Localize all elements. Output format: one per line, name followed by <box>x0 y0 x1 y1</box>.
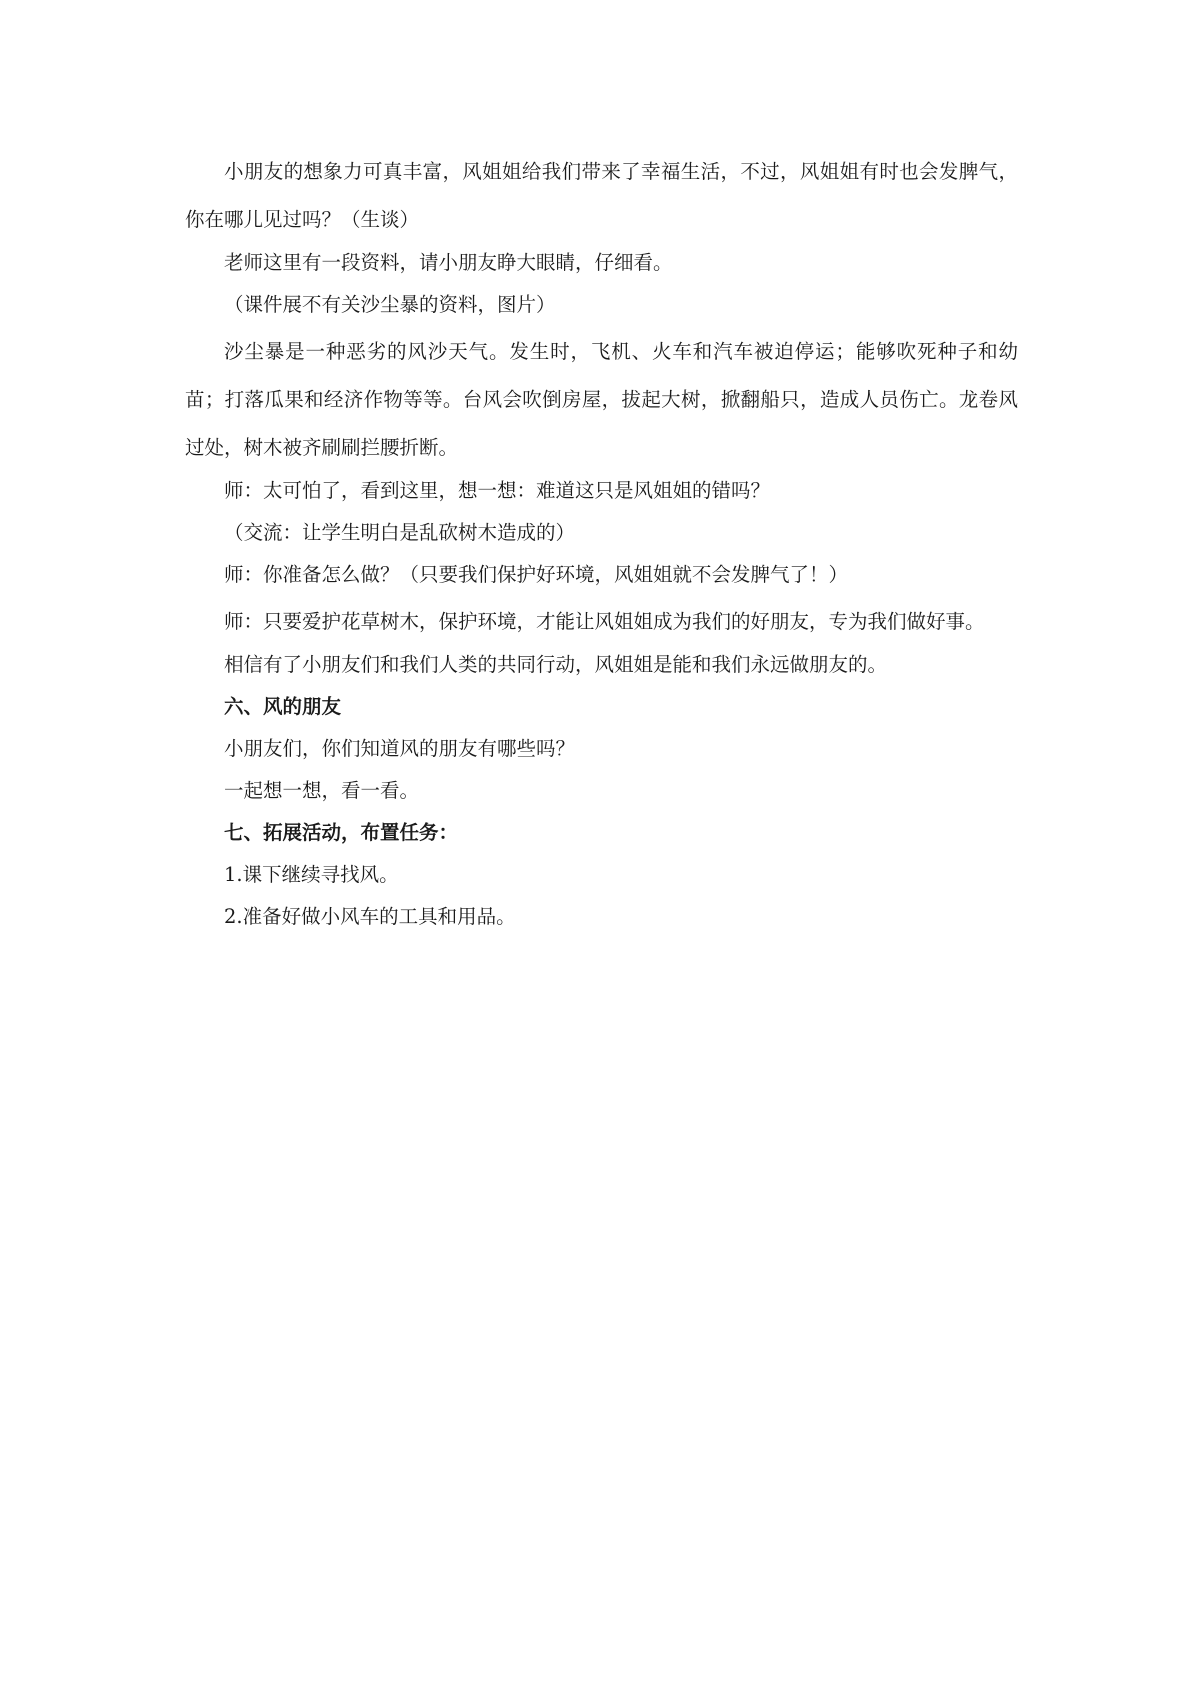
paragraph-teacher-question: 师：太可怕了，看到这里，想一想：难道这只是风姐姐的错吗？ <box>224 479 771 502</box>
section-heading-extension: 七、拓展活动，布置任务： <box>224 821 459 844</box>
paragraph-wind-friends-question: 小朋友们，你们知道风的朋友有哪些吗？ <box>224 737 576 760</box>
paragraph-teacher-material: 老师这里有一段资料，请小朋友睁大眼睛，仔细看。 <box>224 251 673 274</box>
paragraph-think-look: 一起想一想，看一看。 <box>224 779 420 802</box>
section-heading-wind-friends: 六、风的朋友 <box>224 695 342 718</box>
paragraph-teacher-plan: 师：你准备怎么做？（只要我们保护好环境，风姐姐就不会发脾气了！） <box>224 563 849 586</box>
list-item-task-2: 2.准备好做小风车的工具和用品。 <box>224 905 516 928</box>
paragraph-discussion: （交流：让学生明白是乱砍树木造成的） <box>224 521 576 544</box>
paragraph-sandstorm: 沙尘暴是一种恶劣的风沙天气。发生时，飞机、火车和汽车被迫停运；能够吹死种子和幼苗；打落瓜果和经济作物等等。台风会吹倒房屋，拔起大树，掀翻船只，造成人员伤亡。龙卷风过处，树木被齐刷刷拦腰折断。 <box>185 340 1018 459</box>
list-item-task-1: 1.课下继续寻找风。 <box>224 863 399 886</box>
paragraph-courseware-note: （课件展不有关沙尘暴的资料，图片） <box>224 293 556 316</box>
paragraph-joint-action: 相信有了小朋友们和我们人类的共同行动，风姐姐是能和我们永远做朋友的。 <box>224 653 888 676</box>
document-page <box>185 148 1018 940</box>
paragraph-intro: 小朋友的想象力可真丰富，风姐姐给我们带来了幸福生活，不过，风姐姐有时也会发脾气，你在哪儿见过吗？（生谈） <box>185 160 1018 231</box>
paragraph-teacher-conclusion: 师：只要爱护花草树木，保护环境，才能让风姐姐成为我们的好朋友，专为我们做好事。 <box>224 610 985 633</box>
